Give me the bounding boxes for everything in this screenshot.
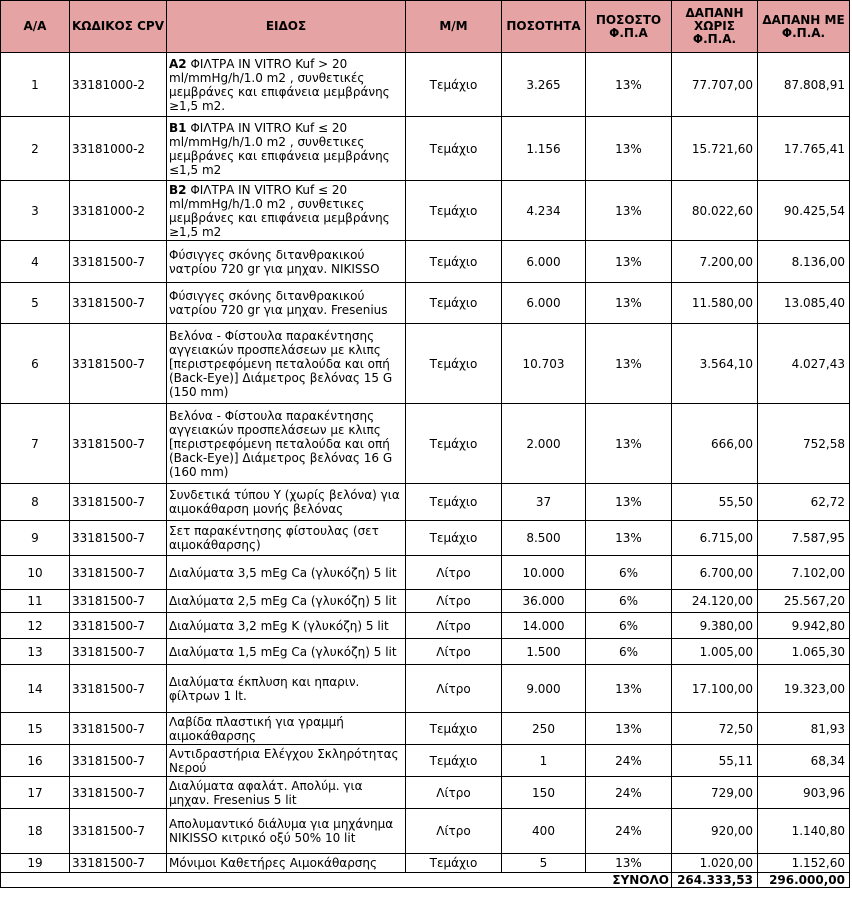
cell-unit: Τεμάχιο [406, 117, 502, 181]
table-row [1, 283, 850, 324]
cell-gross: 68,34 [758, 745, 850, 777]
cell-aa: 1 [1, 53, 70, 117]
cell-cpv: 33181500-7 [70, 613, 167, 639]
cell-vat: 13% [586, 324, 672, 404]
cell-vat: 13% [586, 283, 672, 324]
cell-item [167, 809, 406, 854]
cell-aa: 17 [1, 777, 70, 809]
cell-net: 72,50 [672, 713, 758, 745]
cell-unit: Τεμάχιο [406, 53, 502, 117]
cell-vat: 13% [586, 484, 672, 521]
cell-gross: 4.027,43 [758, 324, 850, 404]
cell-cpv: 33181500-7 [70, 809, 167, 854]
cell-qty: 37 [502, 484, 586, 521]
cell-gross: 1.140,80 [758, 809, 850, 854]
cell-item [167, 117, 406, 181]
total-row [1, 873, 850, 888]
cell-unit: Λίτρο [406, 556, 502, 590]
cell-gross: 13.085,40 [758, 283, 850, 324]
cell-gross: 19.323,00 [758, 665, 850, 713]
cell-item [167, 665, 406, 713]
cell-vat: 6% [586, 590, 672, 613]
header-vat-pct: ΠΟΣΟΣΤΟ Φ.Π.Α [586, 1, 672, 53]
cell-item [167, 181, 406, 241]
cell-qty: 6.000 [502, 241, 586, 283]
cell-aa: 2 [1, 117, 70, 181]
table-row [1, 53, 850, 117]
cell-unit: Τεμάχιο [406, 521, 502, 556]
cell-item [167, 854, 406, 873]
header-cpv: ΚΩΔΙΚΟΣ CPV [70, 1, 167, 53]
cell-unit: Λίτρο [406, 613, 502, 639]
cell-vat: 6% [586, 556, 672, 590]
table-row [1, 639, 850, 665]
cell-qty: 5 [502, 854, 586, 873]
cell-gross: 7.587,95 [758, 521, 850, 556]
cell-cpv: 33181500-7 [70, 404, 167, 484]
cell-qty: 1.156 [502, 117, 586, 181]
cell-gross: 9.942,80 [758, 613, 850, 639]
cell-aa: 10 [1, 556, 70, 590]
cell-net: 9.380,00 [672, 613, 758, 639]
cell-cpv: 33181000-2 [70, 53, 167, 117]
cell-aa: 7 [1, 404, 70, 484]
table-row [1, 117, 850, 181]
cell-qty: 14.000 [502, 613, 586, 639]
cell-unit: Τεμάχιο [406, 181, 502, 241]
cell-net: 1.005,00 [672, 639, 758, 665]
cell-aa: 4 [1, 241, 70, 283]
cell-unit: Λίτρο [406, 665, 502, 713]
cell-net: 11.580,00 [672, 283, 758, 324]
item-description: Βελόνα - Φίστουλα παρακέντησης αγγειακών προσπελάσεων με κλιπς [περιστρεφόμενη πεταλούδα και οπή (Back-Eye)] Διάμετρος βελόνας 15 G (150 mm) [169, 328, 393, 399]
cell-net: 6.700,00 [672, 556, 758, 590]
header-qty: ΠΟΣΟΤΗΤΑ [502, 1, 586, 53]
header-cost-no-vat: ΔΑΠΑΝΗ ΧΩΡΙΣ Φ.Π.Α. [672, 1, 758, 53]
cell-aa: 16 [1, 745, 70, 777]
cell-gross: 1.065,30 [758, 639, 850, 665]
cell-vat: 13% [586, 241, 672, 283]
item-code: Α2 [169, 56, 187, 71]
cell-item [167, 613, 406, 639]
cell-gross: 81,93 [758, 713, 850, 745]
cell-vat: 13% [586, 53, 672, 117]
table-row [1, 521, 850, 556]
table-row [1, 745, 850, 777]
total-spacer [1, 873, 672, 888]
cell-cpv: 33181500-7 [70, 484, 167, 521]
cell-qty: 250 [502, 713, 586, 745]
cell-cpv: 33181500-7 [70, 639, 167, 665]
cell-unit: Τεμάχιο [406, 283, 502, 324]
table-row [1, 556, 850, 590]
cell-vat: 13% [586, 117, 672, 181]
table-row [1, 777, 850, 809]
total-net: 264.333,53 [672, 873, 758, 888]
cell-item [167, 639, 406, 665]
cell-gross: 1.152,60 [758, 854, 850, 873]
cell-cpv: 33181500-7 [70, 777, 167, 809]
item-description: ΦΙΛΤΡΑ IN VITRO Kuf > 20 ml/mmHg/h/1.0 m2 , συνθετικές μεμβράνες και επιφάνεια μεμβράνης ≥1,5 m2. [169, 56, 390, 113]
item-description: Μόνιμοι Καθετήρες Αιμοκάθαρσης [169, 856, 378, 870]
cell-net: 920,00 [672, 809, 758, 854]
cell-aa: 15 [1, 713, 70, 745]
cell-net: 3.564,10 [672, 324, 758, 404]
cell-item [167, 556, 406, 590]
cell-cpv: 33181500-7 [70, 745, 167, 777]
cell-item [167, 241, 406, 283]
cell-cpv: 33181500-7 [70, 854, 167, 873]
cell-net: 80.022,60 [672, 181, 758, 241]
table-row [1, 809, 850, 854]
cell-qty: 10.000 [502, 556, 586, 590]
item-code: Β2 [169, 182, 187, 197]
cell-qty: 1.500 [502, 639, 586, 665]
item-description: Διαλύματα αφαλάτ. Απολύμ. για μηχαν. Fresenius 5 lit [169, 778, 363, 807]
cell-unit: Λίτρο [406, 590, 502, 613]
header-unit: Μ/Μ [406, 1, 502, 53]
item-description: ΦΙΛΤΡΑ IN VITRO Kuf ≤ 20 ml/mmHg/h/1.0 m2 , συνθετικες μεμβράνες και επιφάνεια μεμβράνης ≥1,5 m2 [169, 182, 390, 239]
total-gross: 296.000,00 [758, 873, 850, 888]
cell-cpv: 33181500-7 [70, 283, 167, 324]
cell-vat: 13% [586, 521, 672, 556]
cell-qty: 8.500 [502, 521, 586, 556]
cell-qty: 36.000 [502, 590, 586, 613]
cell-item [167, 53, 406, 117]
cell-cpv: 33181500-7 [70, 713, 167, 745]
cell-vat: 13% [586, 665, 672, 713]
header-row [1, 1, 850, 53]
cell-cpv: 33181500-7 [70, 241, 167, 283]
cell-qty: 1 [502, 745, 586, 777]
cell-aa: 6 [1, 324, 70, 404]
cell-item [167, 745, 406, 777]
cell-net: 77.707,00 [672, 53, 758, 117]
cell-vat: 24% [586, 809, 672, 854]
cell-gross: 25.567,20 [758, 590, 850, 613]
cell-qty: 4.234 [502, 181, 586, 241]
table-row [1, 241, 850, 283]
cell-net: 55,50 [672, 484, 758, 521]
cell-aa: 12 [1, 613, 70, 639]
cell-qty: 6.000 [502, 283, 586, 324]
cell-vat: 13% [586, 404, 672, 484]
cell-unit: Τεμάχιο [406, 241, 502, 283]
cell-aa: 8 [1, 484, 70, 521]
cell-aa: 19 [1, 854, 70, 873]
table-body [1, 53, 850, 873]
item-description: Συνδετικά τύπου Υ (χωρίς βελόνα) για αιμοκάθαρση μονής βελόνας [169, 488, 400, 516]
table-row [1, 590, 850, 613]
table-row [1, 613, 850, 639]
cell-qty: 9.000 [502, 665, 586, 713]
cell-vat: 13% [586, 713, 672, 745]
cell-cpv: 33181000-2 [70, 117, 167, 181]
cell-qty: 10.703 [502, 324, 586, 404]
cell-unit: Λίτρο [406, 777, 502, 809]
cell-unit: Τεμάχιο [406, 404, 502, 484]
cell-item [167, 521, 406, 556]
cell-aa: 11 [1, 590, 70, 613]
cell-unit: Λίτρο [406, 809, 502, 854]
cell-vat: 6% [586, 613, 672, 639]
cell-gross: 62,72 [758, 484, 850, 521]
cell-net: 55,11 [672, 745, 758, 777]
cell-aa: 5 [1, 283, 70, 324]
cell-gross: 903,96 [758, 777, 850, 809]
item-description: Λαβίδα πλαστική για γραμμή αιμοκάθαρσης [169, 714, 344, 743]
table-row [1, 404, 850, 484]
header-aa: Α/Α [1, 1, 70, 53]
cell-gross: 90.425,54 [758, 181, 850, 241]
cell-net: 729,00 [672, 777, 758, 809]
cell-cpv: 33181500-7 [70, 521, 167, 556]
cell-unit: Τεμάχιο [406, 745, 502, 777]
cell-unit: Τεμάχιο [406, 713, 502, 745]
cell-aa: 13 [1, 639, 70, 665]
item-description: Φύσιγγες σκόνης διτανθρακικού νατρίου 720 gr για μηχαν. Fresenius [169, 289, 388, 317]
cell-cpv: 33181500-7 [70, 324, 167, 404]
total-label: ΣΥΝΟΛΟ [612, 872, 669, 887]
cell-qty: 150 [502, 777, 586, 809]
table-row [1, 181, 850, 241]
cell-net: 17.100,00 [672, 665, 758, 713]
item-description: Διαλύματα 3,5 mEg Ca (γλυκόζη) 5 lit [169, 565, 397, 580]
cell-cpv: 33181500-7 [70, 665, 167, 713]
cell-aa: 3 [1, 181, 70, 241]
cell-qty: 400 [502, 809, 586, 854]
table-row [1, 713, 850, 745]
cell-net: 6.715,00 [672, 521, 758, 556]
item-description: ΦΙΛΤΡΑ IN VITRO Kuf ≤ 20 ml/mmHg/h/1.0 m2 , συνθετικες μεμβράνες και επιφάνεια μεμβράνης ≤1,5 m2 [169, 120, 390, 177]
cell-item [167, 324, 406, 404]
table-row [1, 324, 850, 404]
cell-item [167, 713, 406, 745]
cell-net: 15.721,60 [672, 117, 758, 181]
item-description: Σετ παρακέντησης φίστουλας (σετ αιμοκάθαρσης) [169, 524, 379, 552]
cell-cpv: 33181500-7 [70, 556, 167, 590]
cell-item [167, 590, 406, 613]
cell-qty: 3.265 [502, 53, 586, 117]
item-description: Διαλύματα 2,5 mEg Ca (γλυκόζη) 5 lit [169, 594, 397, 608]
cell-vat: 13% [586, 854, 672, 873]
cell-aa: 14 [1, 665, 70, 713]
cell-unit: Τεμάχιο [406, 324, 502, 404]
cell-vat: 24% [586, 745, 672, 777]
cell-gross: 8.136,00 [758, 241, 850, 283]
cell-gross: 752,58 [758, 404, 850, 484]
cell-item [167, 777, 406, 809]
cell-vat: 6% [586, 639, 672, 665]
item-description: Διαλύματα έκπλυση και ηπαριν. φίλτρων 1 lt. [169, 674, 360, 703]
cell-vat: 13% [586, 181, 672, 241]
cell-net: 666,00 [672, 404, 758, 484]
item-description: Αντιδραστήρια Ελέγχου Σκληρότητας Νερού [169, 746, 399, 775]
cell-cpv: 33181000-2 [70, 181, 167, 241]
cell-cpv: 33181500-7 [70, 590, 167, 613]
item-description: Διαλύματα 3,2 mEg K (γλυκόζη) 5 lit [169, 618, 389, 633]
cell-item [167, 484, 406, 521]
item-description: Βελόνα - Φίστουλα παρακέντησης αγγειακών προσπελάσεων με κλιπς [περιστρεφόμενη πεταλούδα και οπή (Back-Eye)] Διάμετρος βελόνας 16 G (160 mm) [169, 408, 393, 479]
cell-aa: 9 [1, 521, 70, 556]
header-cost-with-vat: ΔΑΠΑΝΗ ΜΕ Φ.Π.Α. [758, 1, 850, 53]
table-row [1, 665, 850, 713]
cell-net: 24.120,00 [672, 590, 758, 613]
table-row [1, 484, 850, 521]
cell-item [167, 283, 406, 324]
header-item: ΕΙΔΟΣ [167, 1, 406, 53]
item-description: Απολυμαντικό διάλυμα για μηχάνημα NIKISSO κιτρικό οξύ 50% 10 lit [169, 817, 394, 845]
cell-qty: 2.000 [502, 404, 586, 484]
cell-unit: Τεμάχιο [406, 484, 502, 521]
table-row [1, 854, 850, 873]
item-code: Β1 [169, 120, 187, 135]
cell-net: 7.200,00 [672, 241, 758, 283]
cell-unit: Τεμάχιο [406, 854, 502, 873]
cell-gross: 17.765,41 [758, 117, 850, 181]
cell-item [167, 404, 406, 484]
cell-unit: Λίτρο [406, 639, 502, 665]
item-description: Φύσιγγες σκόνης διτανθρακικού νατρίου 720 gr για μηχαν. NIKISSO [169, 247, 380, 276]
cell-net: 1.020,00 [672, 854, 758, 873]
item-description: Διαλύματα 1,5 mEg Ca (γλυκόζη) 5 lit [169, 644, 397, 659]
total-label-wrap [3, 874, 669, 887]
cell-gross: 7.102,00 [758, 556, 850, 590]
cell-aa: 18 [1, 809, 70, 854]
cell-vat: 24% [586, 777, 672, 809]
cell-gross: 87.808,91 [758, 53, 850, 117]
